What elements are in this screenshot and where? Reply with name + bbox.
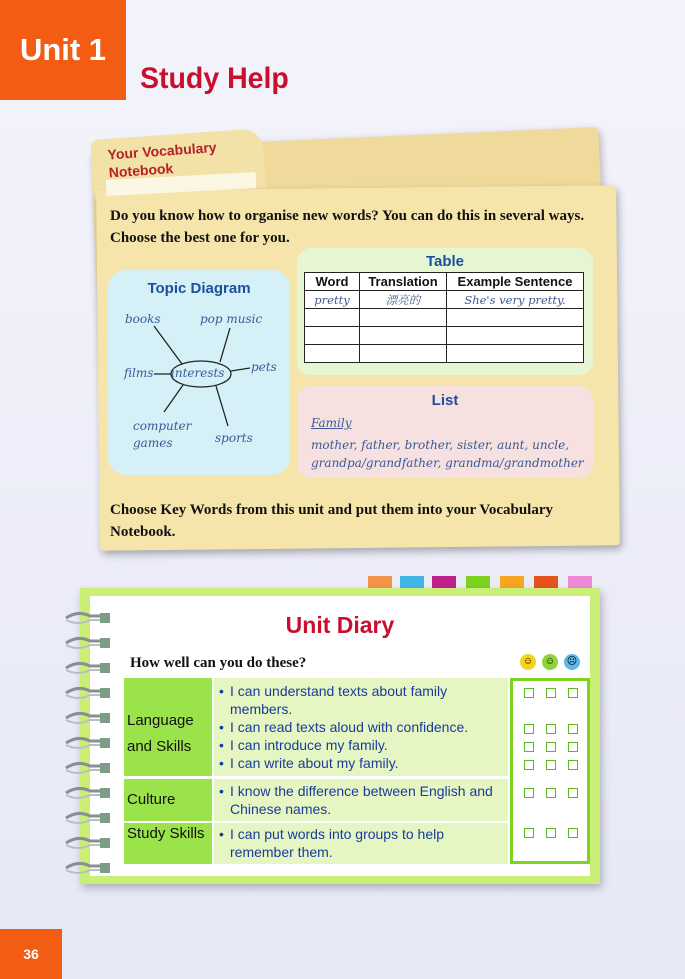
topic-diagram-title: Topic Diagram [147,280,251,297]
rating-checkbox[interactable] [568,788,578,798]
vocabulary-table [304,272,584,363]
table-title: Table [425,253,465,270]
table-row [305,309,584,327]
section-title: Study Help [140,62,289,95]
rating-checkbox[interactable] [546,760,556,770]
page-number-label: 36 [23,946,39,962]
sad-face-icon: ☹ [564,654,580,670]
table-row [305,345,584,363]
spiral-ring [64,835,112,851]
diary-item: • I know the difference between English and Chinese names. [216,782,508,818]
diary-category-label: Study Skills [127,825,205,842]
diary-item: • I can put words into groups to help remember them. [216,825,508,861]
table-cell: 漂亮的 [360,291,447,309]
diagram-branch-word: pets [251,360,277,374]
outro-text: Choose Key Words from this unit and put them into your Vocabulary Notebook. [110,502,553,540]
diary-category-cell [124,823,212,864]
table-cell: She's very pretty. [447,291,584,309]
spiral-ring [64,760,112,776]
rating-checkbox[interactable] [546,724,556,734]
table-header-cell: Translation [360,273,447,291]
intro-text: Do you know how to organise new words? You can do this in several ways. Choose the best one for you. [110,208,585,246]
diagram-branch-word: books [125,312,161,326]
rating-checkbox[interactable] [524,742,534,752]
rating-checkbox[interactable] [546,828,556,838]
diagram-branch-word: sports [215,431,253,445]
table-cell [360,309,447,327]
spiral-ring [64,710,112,726]
table-cell [360,327,447,345]
rating-checkbox[interactable] [546,688,556,698]
neutral-face-icon: ☺ [542,654,558,670]
table-cell [305,327,360,345]
table-row [305,291,584,309]
table-header-cell: Word [305,273,360,291]
rating-checkbox[interactable] [524,788,534,798]
happy-face-icon: ☺ [520,654,536,670]
diary-question: How well can you do these? [130,655,307,671]
rating-checkbox[interactable] [568,760,578,770]
list-text: mother, father, brother, sister, aunt, uncle, grandpa/grandfather, grandma/grandmother [311,438,584,470]
spiral-ring [64,685,112,701]
spiral-ring [64,785,112,801]
diary-category-label: Culture [127,791,176,808]
diary-items-cell [214,823,508,864]
diary-item: • I can read texts aloud with confidence. [216,718,508,736]
spiral-ring [64,660,112,676]
list-heading: Family [311,416,352,430]
diagram-center-word: interests [171,366,225,380]
rating-checkbox[interactable] [524,724,534,734]
diary-category-label: Language and Skills [127,712,194,755]
table-cell [305,309,360,327]
spiral-ring [64,860,112,876]
diary-category-cell [124,678,212,776]
spiral-ring [64,810,112,826]
rating-checkbox[interactable] [546,742,556,752]
spiral-ring [64,735,112,751]
table-cell [447,309,584,327]
diary-category-cell [124,779,212,821]
table-row [305,327,584,345]
diary-items-cell [214,678,508,776]
diagram-branch-word: films [124,366,154,380]
unit-tab [0,0,126,100]
rating-checkbox[interactable] [568,688,578,698]
table-cell [447,327,584,345]
rating-checkbox[interactable] [568,828,578,838]
table-cell: pretty [305,291,360,309]
rating-checkbox[interactable] [524,828,534,838]
vocabulary-notebook-tab-label: Your Vocabulary Notebook [107,139,218,181]
unit-label: Unit 1 [19,32,107,67]
list-title: List [431,392,459,409]
rating-checkbox[interactable] [546,788,556,798]
table-header-cell: Example Sentence [447,273,584,291]
unit-diary-title: Unit Diary [285,612,395,638]
diagram-branch-word: pop music [200,312,263,326]
rating-checkbox[interactable] [568,742,578,752]
table-header-row [305,273,584,291]
diary-item: • I can write about my family. [216,754,508,772]
diary-item: • I can introduce my family. [216,736,508,754]
diary-items-cell [214,779,508,821]
table-cell [447,345,584,363]
table-cell [305,345,360,363]
diagram-branch-word: computer games [133,419,192,450]
table-cell [360,345,447,363]
rating-checkbox[interactable] [568,724,578,734]
page-number [0,929,62,979]
diary-item: • I can understand texts about family members. [216,682,508,718]
rating-checkbox[interactable] [524,760,534,770]
rating-checkbox[interactable] [524,688,534,698]
